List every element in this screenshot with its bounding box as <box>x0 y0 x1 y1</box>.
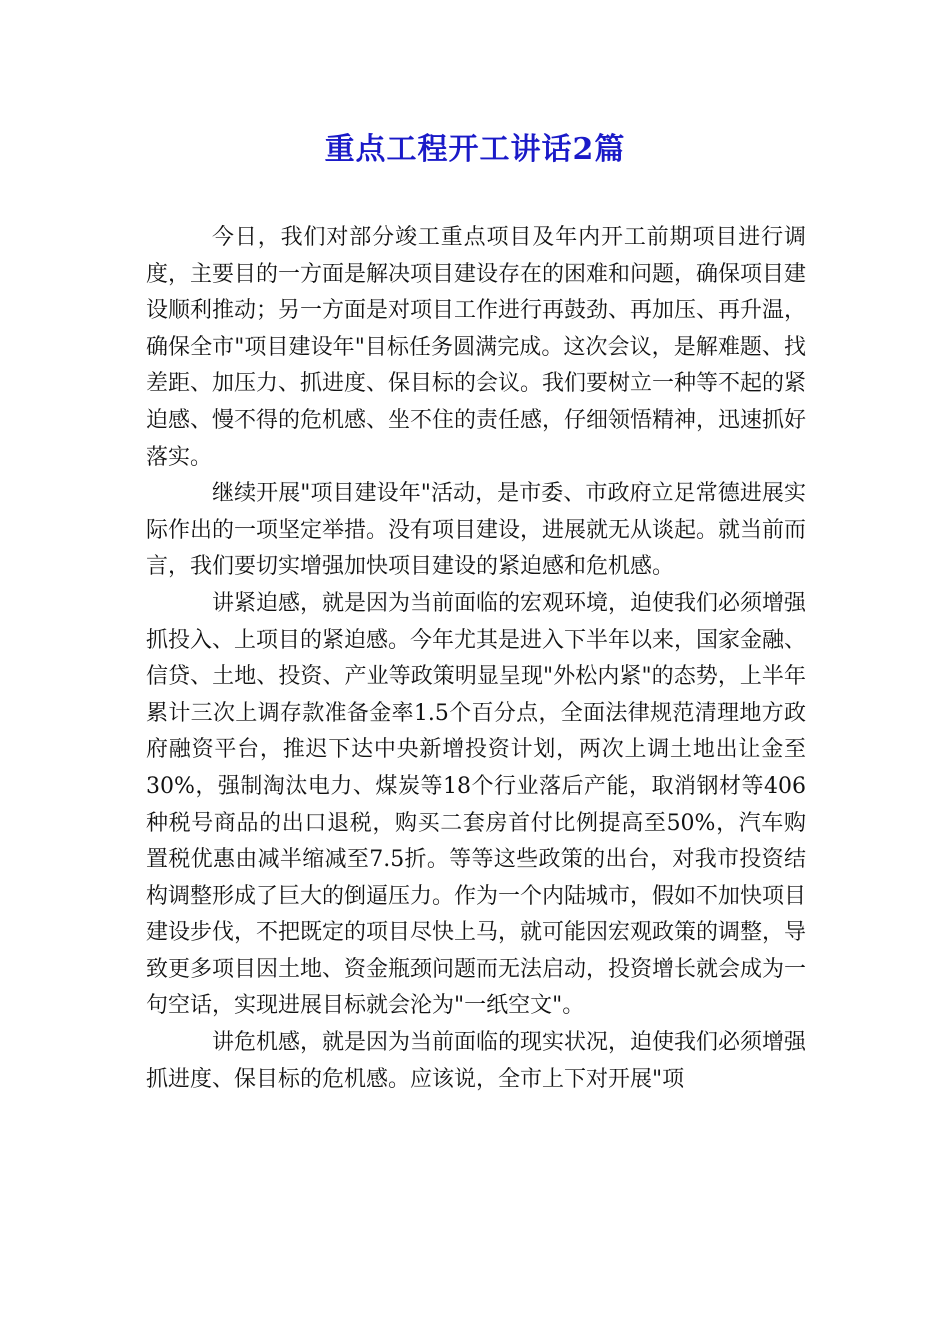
document-body <box>146 220 806 1098</box>
paragraph-2: 继续开展"项目建设年"活动，是市委、市政府立足常德进展实际作出的一项坚定举措。没有项目建设，进展就无从谈起。就当前而言，我们要切实增强加快项目建设的紧迫感和危机感。 <box>146 481 807 580</box>
paragraph-1: 今日，我们对部分竣工重点项目及年内开工前期项目进行调度，主要目的一方面是解决项目建设存在的困难和问题，确保项目建设顺利推动；另一方面是对项目工作进行再鼓劲、再加压、再升温，确保全市"项目建设年"目标任务圆满完成。这次会议，是解难题、找差距、加压力、抓进度、保目标的会议。我们要树立一种等不起的紧迫感、慢不得的危机感、坐不住的责任感，仔细领悟精神，迅速抓好落实。 <box>146 225 807 470</box>
paragraph-4: 讲危机感，就是因为当前面临的现实状况，迫使我们必须增强抓进度、保目标的危机感。应该说，全市上下对开展"项 <box>146 1030 807 1092</box>
paragraph-3: 讲紧迫感，就是因为当前面临的宏观环境，迫使我们必须增强抓投入、上项目的紧迫感。今年尤其是进入下半年以来，国家金融、信贷、土地、投资、产业等政策明显呈现"外松内紧"的态势，上半年累计三次上调存款准备金率1.5个百分点，全面法律规范清理地方政府融资平台，推迟下达中央新增投资计划，两次上调土地出让金至30%，强制淘汰电力、煤炭等18个行业落后产能，取消钢材等406种税号商品的出口退税，购买二套房首付比例提高至50%，汽车购置税优惠由减半缩减至7.5折。等等这些政策的出台，对我市投资结构调整形成了巨大的倒逼压力。作为一个内陆城市，假如不加快项目建设步伐，不把既定的项目尽快上马，就可能因宏观政策的调整，导致更多项目因土地、资金瓶颈问题而无法启动，投资增长就会成为一句空话，实现进展目标就会沦为"一纸空文"。 <box>146 590 807 1019</box>
document-title: 重点工程开工讲话2篇 <box>324 132 626 167</box>
